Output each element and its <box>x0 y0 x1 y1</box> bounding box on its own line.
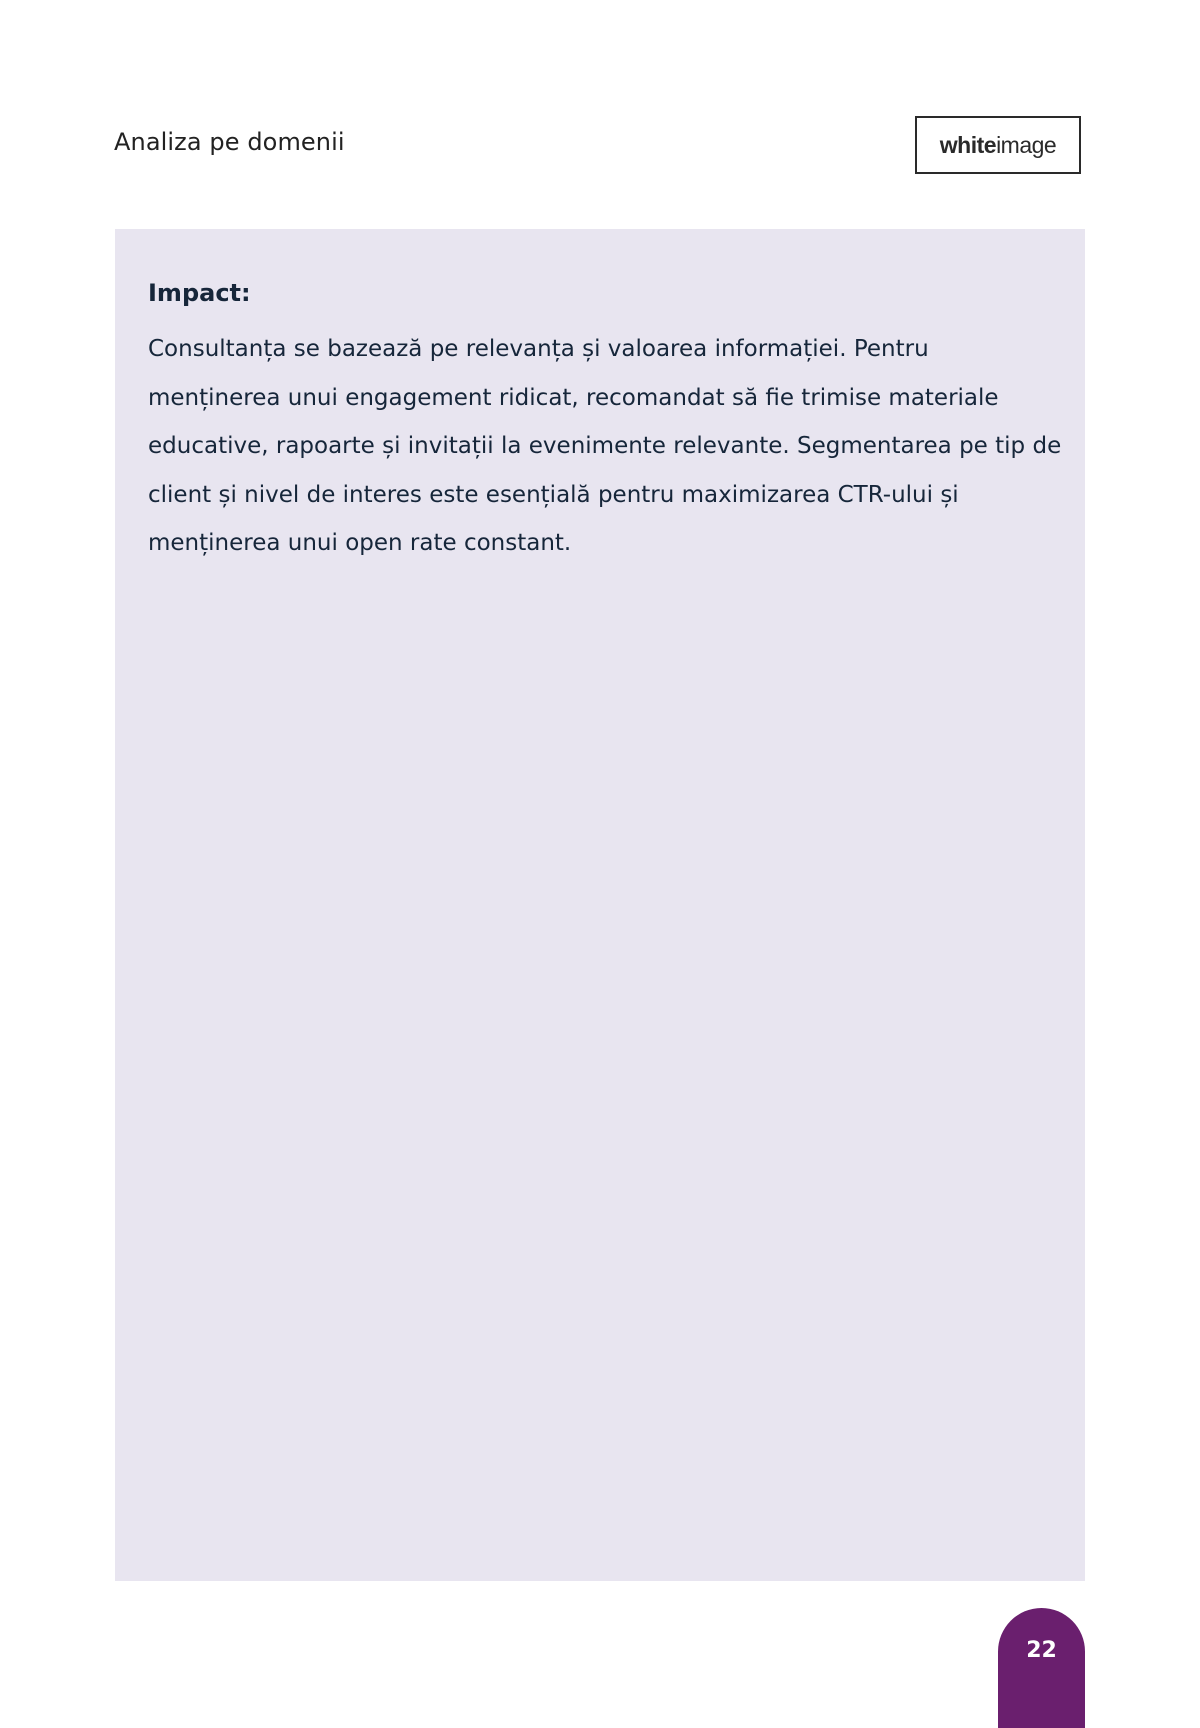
impact-content-panel <box>115 229 1085 1581</box>
page-section-title: Analiza pe domenii <box>114 128 345 156</box>
page-number: 22 <box>1026 1638 1057 1663</box>
whiteimage-logo <box>915 116 1081 174</box>
impact-heading: Impact: <box>148 279 251 307</box>
logo-text-white: white <box>939 131 997 158</box>
page-number-tab <box>998 1608 1085 1728</box>
logo-text-image: image <box>996 131 1057 158</box>
impact-body-text: Consultanța se bazează pe relevanța și valoarea informației. Pentru menținerea unui engagement ridicat, recomandat să fie trimise materiale educative, rapoarte și invitații la evenimente relevante. Segmentarea pe tip de client și nivel de interes este esențială pentru maximizarea CTR-ului și menținerea unui open rate constant. <box>148 336 1062 556</box>
